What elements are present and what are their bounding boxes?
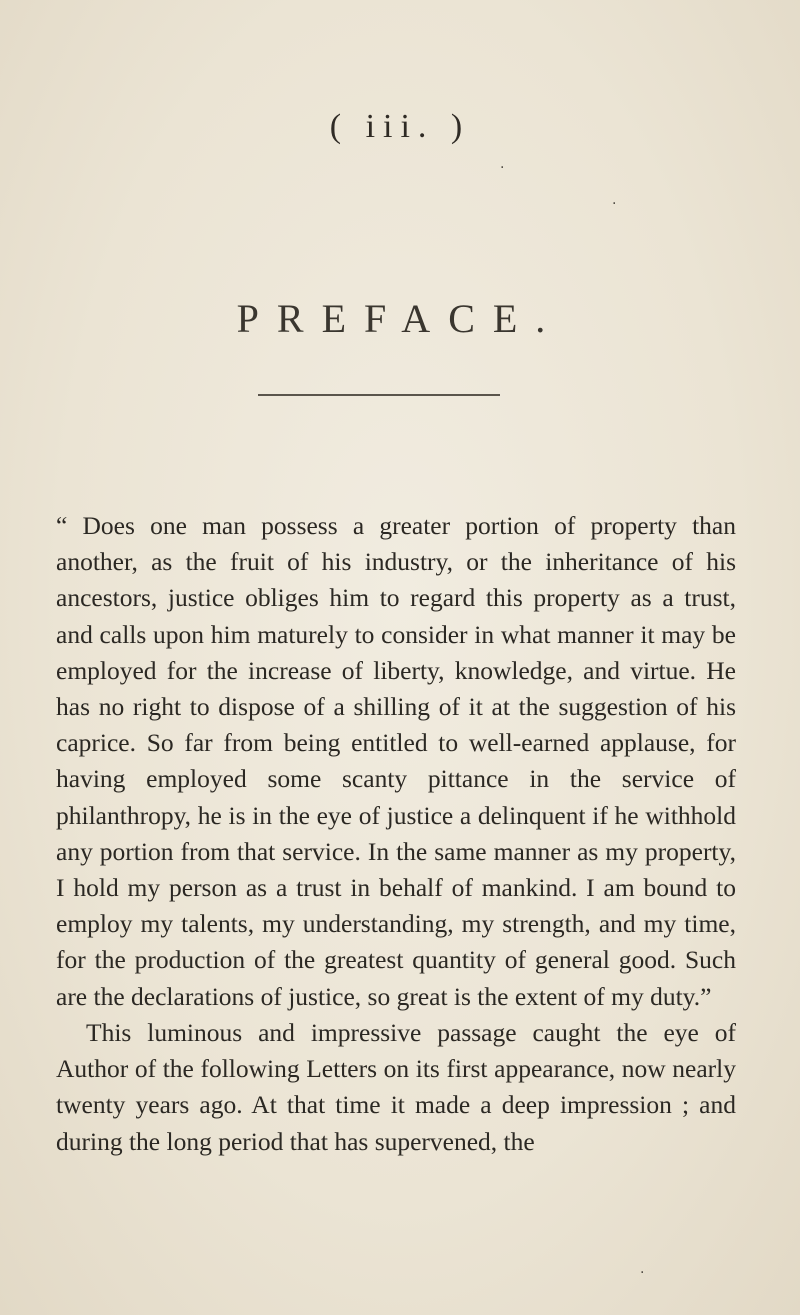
page-number: ( iii. ) [329,108,471,145]
paper-speck: · [500,160,505,176]
page-title: PREFACE. [236,296,564,341]
paragraph-quotation: “ Does one man possess a greater portion of property than another, as the fruit of his industry, or the inheritance of his ancestors, justice obliges him to regard this property as a trust, and calls upon him maturely to consider in what manner it may be employed for the increase of liberty, knowledge, and virtue. He has no right to dispose of a shilling of it at the suggestion of his caprice. So far from being entitled to well-earned applause, for having employed some scanty pittance in the service of philanthropy, he is in the eye of justice a delinquent if he withhold any portion from that service. In the same manner as my property, I hold my person as a trust in behalf of mankind. I am bound to employ my talents, my understanding, my strength, and my time, for the production of the greatest quantity of general good. Such are the declarations of justice, so great is the extent of my duty.” [56,511,736,1011]
paragraph-body: This luminous and impressive passage caught the eye of Author of the following Letters on its first appearance, now nearly twenty years ago. At that time it made a deep impression ; and during the long period that has supervened, the [56,1018,736,1156]
title-rule [258,394,500,396]
paper-speck: · [640,1265,645,1281]
paper-speck: · [612,196,617,212]
